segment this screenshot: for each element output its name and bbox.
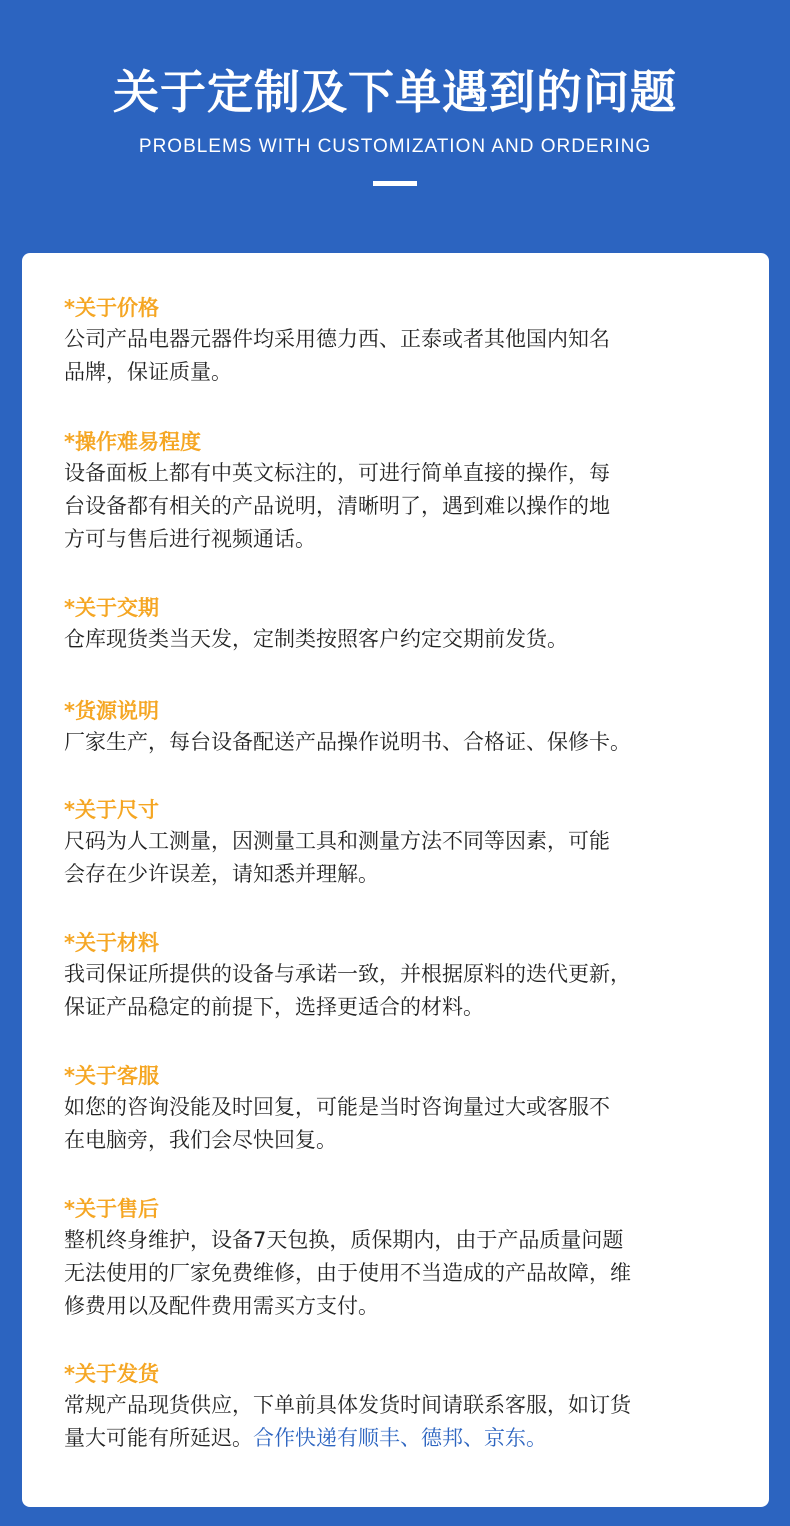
section-delivery-time [64, 593, 744, 656]
section-operation [64, 427, 744, 556]
section-line: 整机终身维护，设备7天包换，质保期内，由于产品质量问题 [64, 1228, 624, 1252]
section-line: 如您的咨询没能及时回复，可能是当时咨询量过大或客服不 [64, 1095, 610, 1119]
section-line: 修费用以及配件费用需买方支付。 [64, 1294, 379, 1318]
section-line-plain: 量大可能有所延迟。 [64, 1426, 253, 1450]
section-line: 在电脑旁，我们会尽快回复。 [64, 1128, 337, 1152]
section-title: *关于价格 [64, 296, 159, 320]
section-title: *关于交期 [64, 596, 159, 620]
section-body [64, 623, 744, 656]
page-title: 关于定制及下单遇到的问题 [113, 65, 677, 119]
section-size [64, 795, 744, 891]
page-subtitle: PROBLEMS WITH CUSTOMIZATION AND ORDERING [138, 136, 652, 157]
section-line: 常规产品现货供应，下单前具体发货时间请联系客服，如订货 [64, 1393, 631, 1417]
section-line: 设备面板上都有中英文标注的，可进行简单直接的操作，每 [64, 461, 610, 485]
section-title: *关于发货 [64, 1362, 159, 1386]
section-title: *关于售后 [64, 1197, 159, 1221]
section-line: 会存在少许误差，请知悉并理解。 [64, 862, 379, 886]
section-title: *关于材料 [64, 931, 159, 955]
section-line-last [64, 1422, 744, 1455]
section-material [64, 928, 744, 1024]
section-line: 厂家生产，每台设备配送产品操作说明书、合格证、保修卡。 [64, 730, 631, 754]
section-title: *货源说明 [64, 699, 159, 723]
section-line: 仓库现货类当天发，定制类按照客户约定交期前发货。 [64, 627, 568, 651]
section-service [64, 1061, 744, 1157]
page-header [0, 0, 790, 250]
section-line: 台设备都有相关的产品说明，清晰明了，遇到难以操作的地 [64, 494, 610, 518]
section-body [64, 726, 744, 759]
section-body [64, 825, 744, 891]
title-divider [373, 181, 417, 186]
section-line: 尺码为人工测量，因测量工具和测量方法不同等因素，可能 [64, 829, 610, 853]
section-line: 公司产品电器元器件均采用德力西、正泰或者其他国内知名 [64, 327, 610, 351]
section-line: 无法使用的厂家免费维修，由于使用不当造成的产品故障，维 [64, 1261, 631, 1285]
section-title: *关于客服 [64, 1064, 159, 1088]
section-body [64, 1224, 744, 1323]
section-source [64, 696, 744, 759]
section-body [64, 958, 744, 1024]
section-line: 品牌，保证质量。 [64, 360, 232, 384]
section-shipping [64, 1359, 744, 1455]
section-body [64, 323, 744, 389]
section-title: *关于尺寸 [64, 798, 159, 822]
section-body [64, 457, 744, 556]
section-body [64, 1389, 744, 1455]
section-line: 我司保证所提供的设备与承诺一致，并根据原料的迭代更新， [64, 962, 631, 986]
section-line: 方可与售后进行视频通话。 [64, 527, 316, 551]
courier-highlight-text: 合作快递有顺丰、德邦、京东。 [253, 1426, 547, 1450]
section-after-sales [64, 1194, 744, 1323]
section-price [64, 293, 744, 389]
section-line: 保证产品稳定的前提下，选择更适合的材料。 [64, 995, 484, 1019]
content-card [22, 253, 769, 1507]
section-title: *操作难易程度 [64, 430, 201, 454]
section-body [64, 1091, 744, 1157]
